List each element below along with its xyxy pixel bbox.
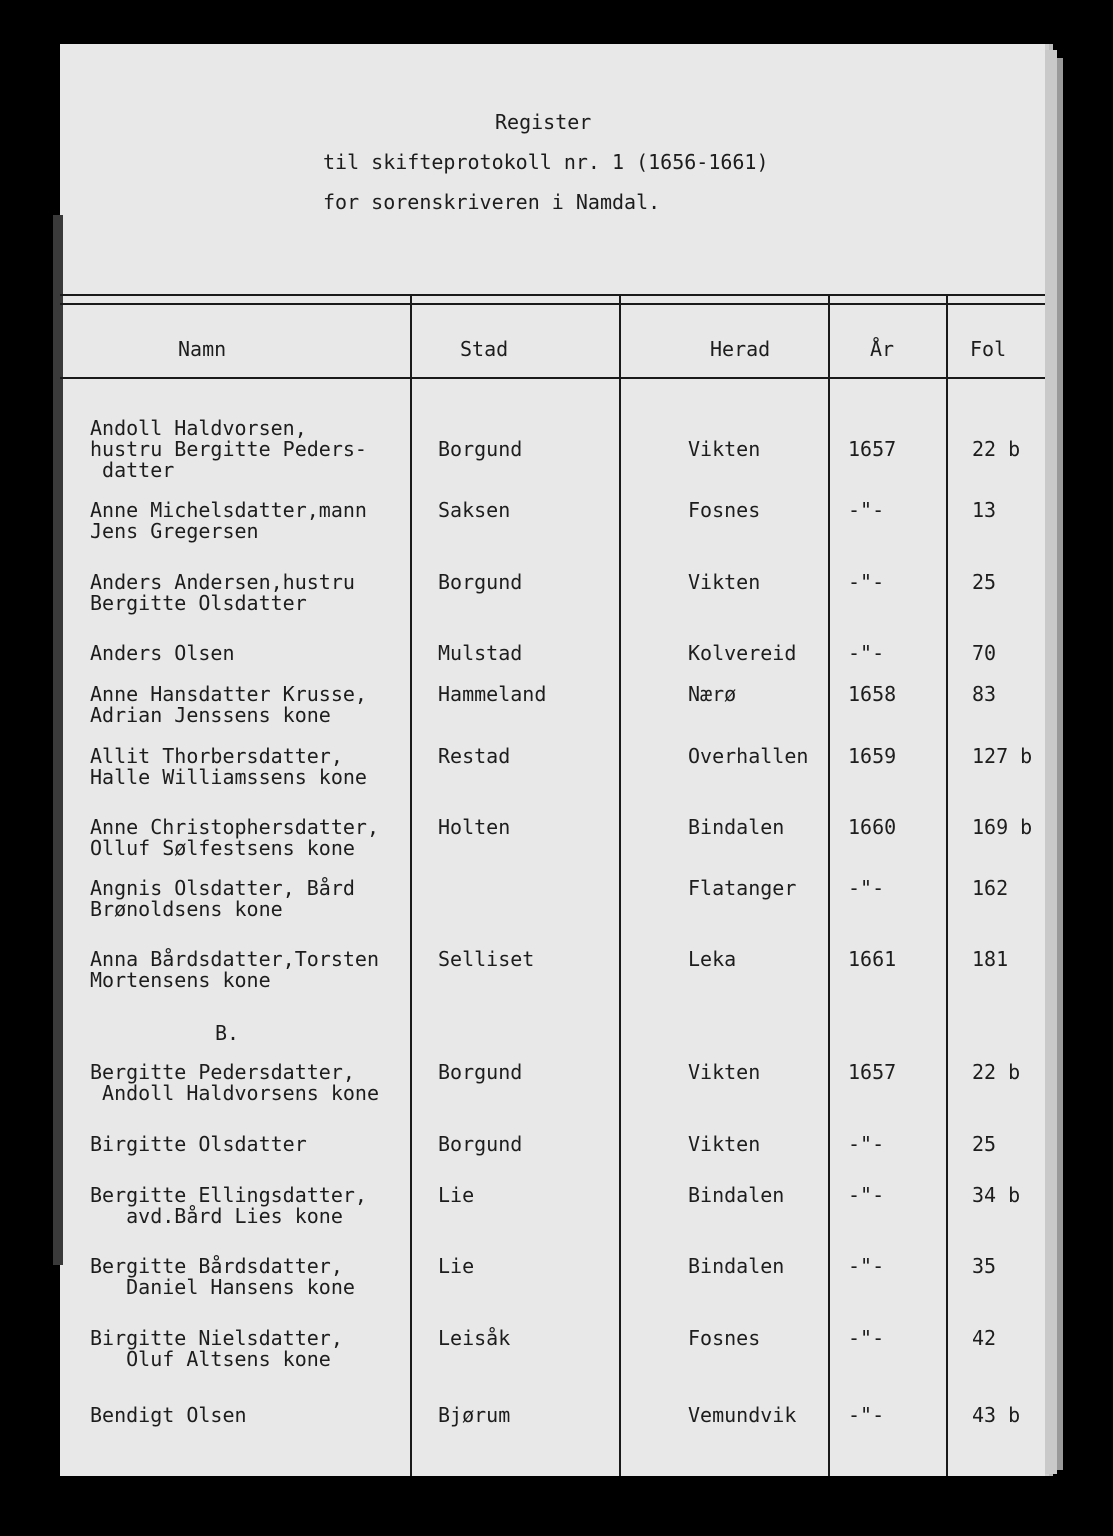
cell-fol: 13 (972, 498, 997, 522)
cell-fol: 83 (972, 682, 997, 706)
cell-herad: Flatanger (688, 876, 797, 900)
cell-fol: 181 (972, 947, 1009, 971)
column-divider-2 (619, 294, 621, 1476)
cell-ar: -"- (848, 641, 885, 665)
column-header-namn: Namn (178, 337, 227, 361)
cell-herad: Vikten (688, 437, 761, 461)
cell-herad: Nærø (688, 682, 737, 706)
cell-ar: -"- (848, 1403, 885, 1427)
cell-ar: -"- (848, 1132, 885, 1156)
table-top-rule (60, 294, 1045, 296)
cell-fol: 70 (972, 641, 997, 665)
cell-herad: Vemundvik (688, 1403, 797, 1427)
cell-stad: Lie (438, 1254, 475, 1278)
cell-name: Bergitte Ellingsdatter, avd.Bård Lies kone (90, 1183, 367, 1228)
column-header-fol: Fol (970, 337, 1007, 361)
column-header-ar: År (870, 337, 895, 361)
cell-ar: -"- (848, 1183, 885, 1207)
section-letter-b: B. (215, 1021, 240, 1045)
cell-ar: 1659 (848, 744, 897, 768)
cell-herad: Leka (688, 947, 737, 971)
cell-stad: Holten (438, 815, 511, 839)
header-bottom-rule (60, 377, 1045, 379)
cell-ar: 1660 (848, 815, 897, 839)
cell-name: Anders Olsen (90, 641, 235, 665)
cell-fol: 22 b (972, 437, 1021, 461)
cell-herad: Bindalen (688, 1183, 785, 1207)
cell-herad: Vikten (688, 1132, 761, 1156)
cell-ar: -"- (848, 1326, 885, 1350)
cell-name: Allit Thorbersdatter, Halle Williamssens kone (90, 744, 367, 789)
cell-fol: 22 b (972, 1060, 1021, 1084)
page-edge (1045, 50, 1057, 1474)
cell-name: Bendigt Olsen (90, 1403, 247, 1427)
page-edge-shadow (1057, 58, 1063, 1470)
cell-name: Birgitte Olsdatter (90, 1132, 307, 1156)
cell-name: Anne Christophersdatter, Olluf Sølfestsens kone (90, 815, 379, 860)
cell-herad: Fosnes (688, 1326, 761, 1350)
cell-stad: Lie (438, 1183, 475, 1207)
cell-name: Anna Bårdsdatter,Torsten Mortensens kone (90, 947, 379, 992)
cell-stad: Borgund (438, 1132, 523, 1156)
title-district: for sorenskriveren i Namdal. (323, 190, 661, 214)
cell-ar: 1657 (848, 437, 897, 461)
cell-name: Andoll Haldvorsen, hustru Bergitte Peders- datter (90, 416, 367, 482)
column-divider-4 (946, 294, 948, 1476)
cell-fol: 34 b (972, 1183, 1021, 1207)
cell-name: Angnis Olsdatter, Bård Brønoldsens kone (90, 876, 355, 921)
binding-strip (53, 215, 63, 1265)
cell-stad: Borgund (438, 570, 523, 594)
cell-name: Anne Michelsdatter,mann Jens Gregersen (90, 498, 367, 543)
cell-herad: Overhallen (688, 744, 809, 768)
cell-fol: 35 (972, 1254, 997, 1278)
cell-ar: 1657 (848, 1060, 897, 1084)
cell-ar: 1658 (848, 682, 897, 706)
cell-herad: Vikten (688, 570, 761, 594)
cell-stad: Selliset (438, 947, 535, 971)
cell-fol: 42 (972, 1326, 997, 1350)
column-divider-1 (410, 294, 412, 1476)
cell-herad: Kolvereid (688, 641, 797, 665)
cell-stad: Bjørum (438, 1403, 511, 1427)
cell-name: Anne Hansdatter Krusse, Adrian Jenssens kone (90, 682, 367, 727)
column-divider-3 (828, 294, 830, 1476)
cell-fol: 25 (972, 570, 997, 594)
cell-fol: 162 (972, 876, 1009, 900)
cell-stad: Restad (438, 744, 511, 768)
cell-herad: Fosnes (688, 498, 761, 522)
cell-stad: Borgund (438, 437, 523, 461)
cell-ar: -"- (848, 498, 885, 522)
cell-fol: 25 (972, 1132, 997, 1156)
cell-name: Bergitte Pedersdatter, Andoll Haldvorsens kone (90, 1060, 379, 1105)
cell-stad: Leisåk (438, 1326, 511, 1350)
cell-name: Anders Andersen,hustru Bergitte Olsdatter (90, 570, 355, 615)
column-header-herad: Herad (710, 337, 771, 361)
cell-ar: -"- (848, 570, 885, 594)
cell-fol: 169 b (972, 815, 1033, 839)
cell-name: Birgitte Nielsdatter, Oluf Altsens kone (90, 1326, 343, 1371)
cell-fol: 127 b (972, 744, 1033, 768)
cell-stad: Hammeland (438, 682, 547, 706)
cell-herad: Bindalen (688, 815, 785, 839)
cell-ar: -"- (848, 1254, 885, 1278)
cell-ar: -"- (848, 876, 885, 900)
title-register: Register (495, 110, 592, 134)
cell-stad: Saksen (438, 498, 511, 522)
cell-stad: Mulstad (438, 641, 523, 665)
cell-fol: 43 b (972, 1403, 1021, 1427)
cell-ar: 1661 (848, 947, 897, 971)
cell-herad: Bindalen (688, 1254, 785, 1278)
column-header-stad: Stad (460, 337, 509, 361)
cell-herad: Vikten (688, 1060, 761, 1084)
title-protocol: til skifteprotokoll nr. 1 (1656-1661) (323, 150, 769, 174)
cell-name: Bergitte Bårdsdatter, Daniel Hansens kone (90, 1254, 355, 1299)
table-top-rule-inner (60, 303, 1045, 305)
cell-stad: Borgund (438, 1060, 523, 1084)
